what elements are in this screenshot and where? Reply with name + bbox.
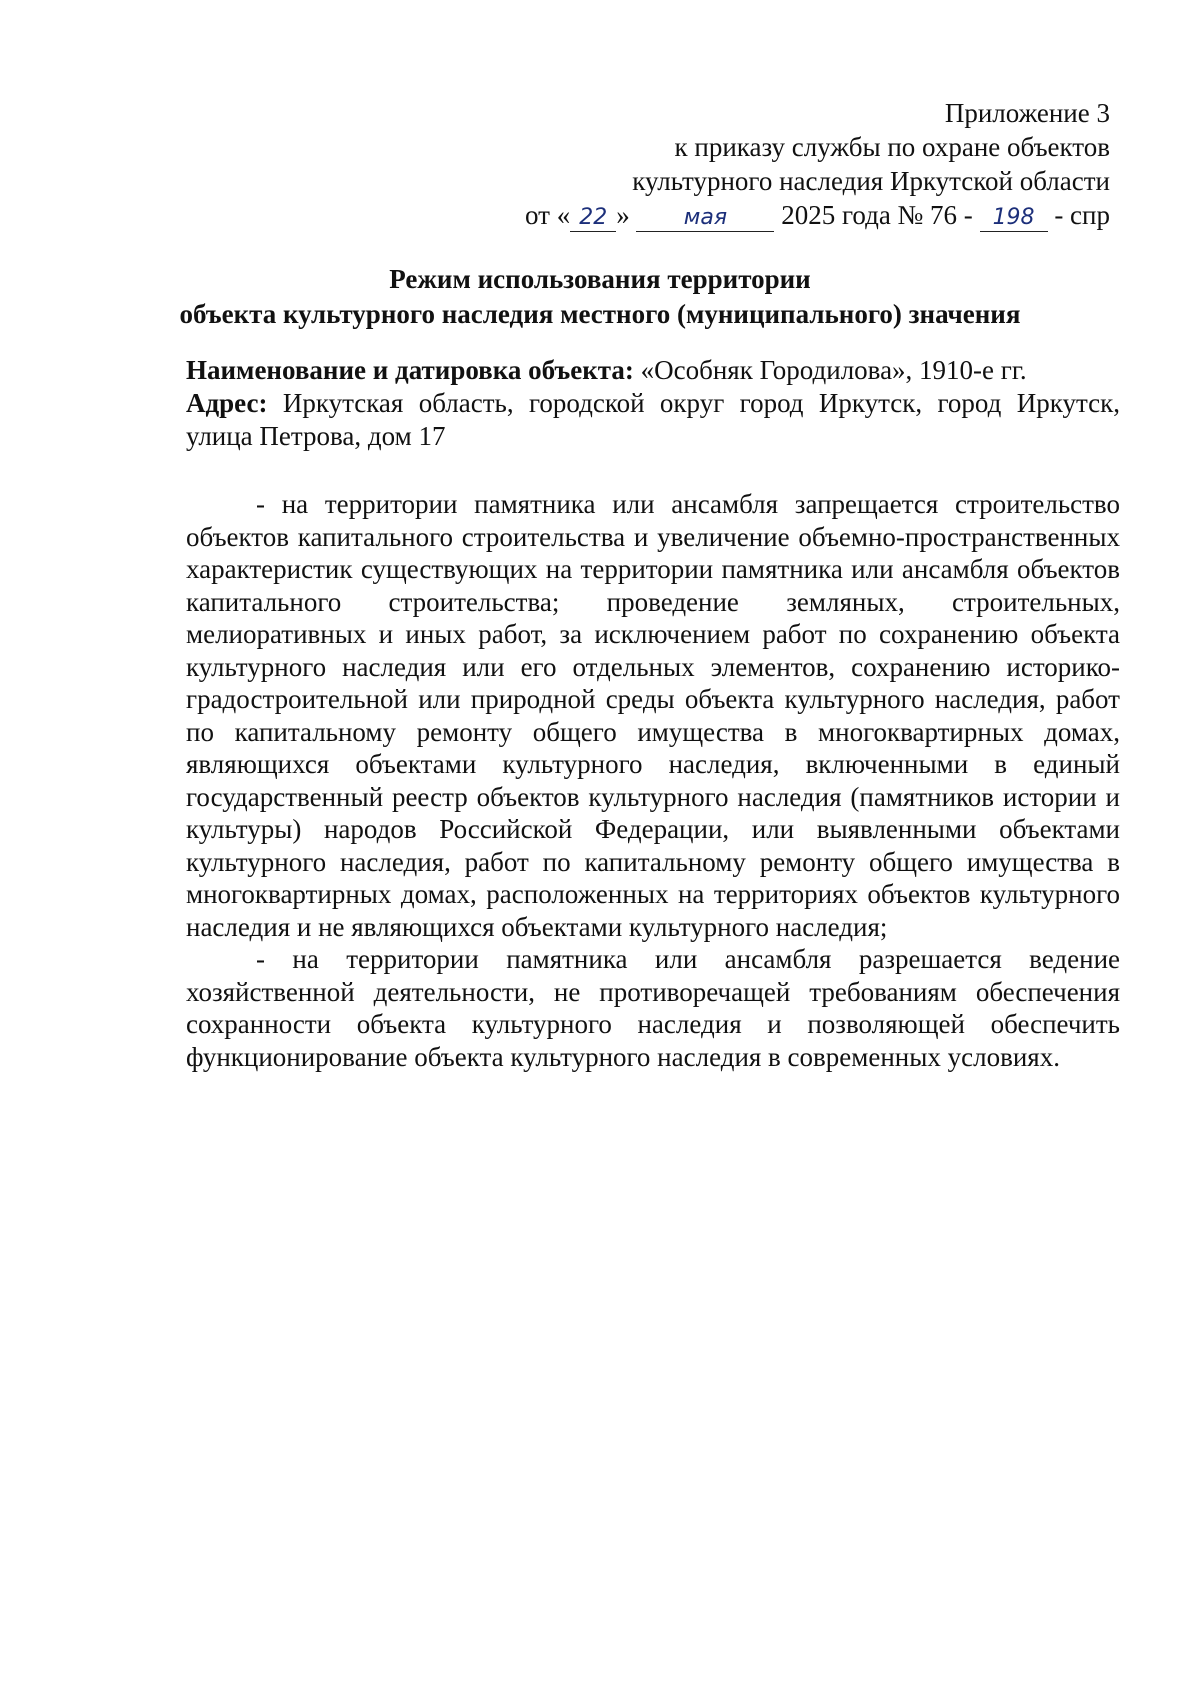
- appendix-authority: культурного наследия Иркутской области: [632, 166, 1110, 196]
- date-prefix: от «: [525, 200, 571, 230]
- regime-text: [186, 488, 1120, 1073]
- handwritten-day: 22: [570, 205, 616, 232]
- object-details: [186, 354, 1120, 453]
- object-name-value: «Особняк Городилова», 1910-е гг.: [640, 355, 1027, 385]
- appendix-number: Приложение 3: [944, 98, 1110, 128]
- date-suffix: - спр: [1054, 200, 1110, 230]
- object-address-row: [186, 387, 1120, 453]
- paragraph-permissions: - на территории памятника или ансамбля разрешается ведение хозяйственной деятельности, не противоречащей требованиям обеспечения сохранности объекта культурного наследия и позволяющей обеспечить функционирование объекта культурного наследия в современных условиях.: [186, 944, 1120, 1072]
- appendix-header: [310, 96, 1110, 232]
- appendix-order-ref: к приказу службы по охране объектов: [674, 132, 1110, 162]
- appendix-date-line: [310, 198, 1110, 232]
- object-name-label: Наименование и датировка объекта:: [186, 355, 634, 385]
- title-line-1: Режим использования территории: [389, 264, 811, 294]
- object-address-label: Адрес:: [186, 388, 268, 418]
- date-year: 2025 года № 76 -: [781, 200, 973, 230]
- object-name-row: [186, 354, 1120, 387]
- paragraph-prohibitions: - на территории памятника или ансамбля запрещается строительство объектов капитального строительства и увеличение объемно-пространственных характеристик существующих на территории памятника или ансамбля объектов капитального строительства; проведение земляных, строительных, мелиоративных и иных работ, за исключением работ по сохранению объекта культурного наследия или его отдельных элементов, сохранению историко-градостроительной или природной среды объекта культурного наследия, работ по капитальному ремонту общего имущества в многоквартирных домах, являющихся объектами культурного наследия, включенными в единый государственный реестр объектов культурного наследия (памятников истории и культуры) народов Российской Федерации, или выявленными объектами культурного наследия, работ по капитальному ремонту общего имущества в многоквартирных домах, расположенных на территориях объектов культурного наследия и не являющихся объектами культурного наследия;: [186, 489, 1120, 942]
- object-address-value: Иркутская область, городской округ город Иркутск, город Иркутск, улица Петрова, дом 17: [186, 388, 1121, 451]
- handwritten-order-number: 198: [980, 205, 1048, 232]
- title-line-2: объекта культурного наследия местного (муниципального) значения: [179, 299, 1021, 329]
- document-title: [0, 262, 1200, 332]
- handwritten-month: мая: [636, 205, 774, 232]
- date-mid: »: [616, 200, 630, 230]
